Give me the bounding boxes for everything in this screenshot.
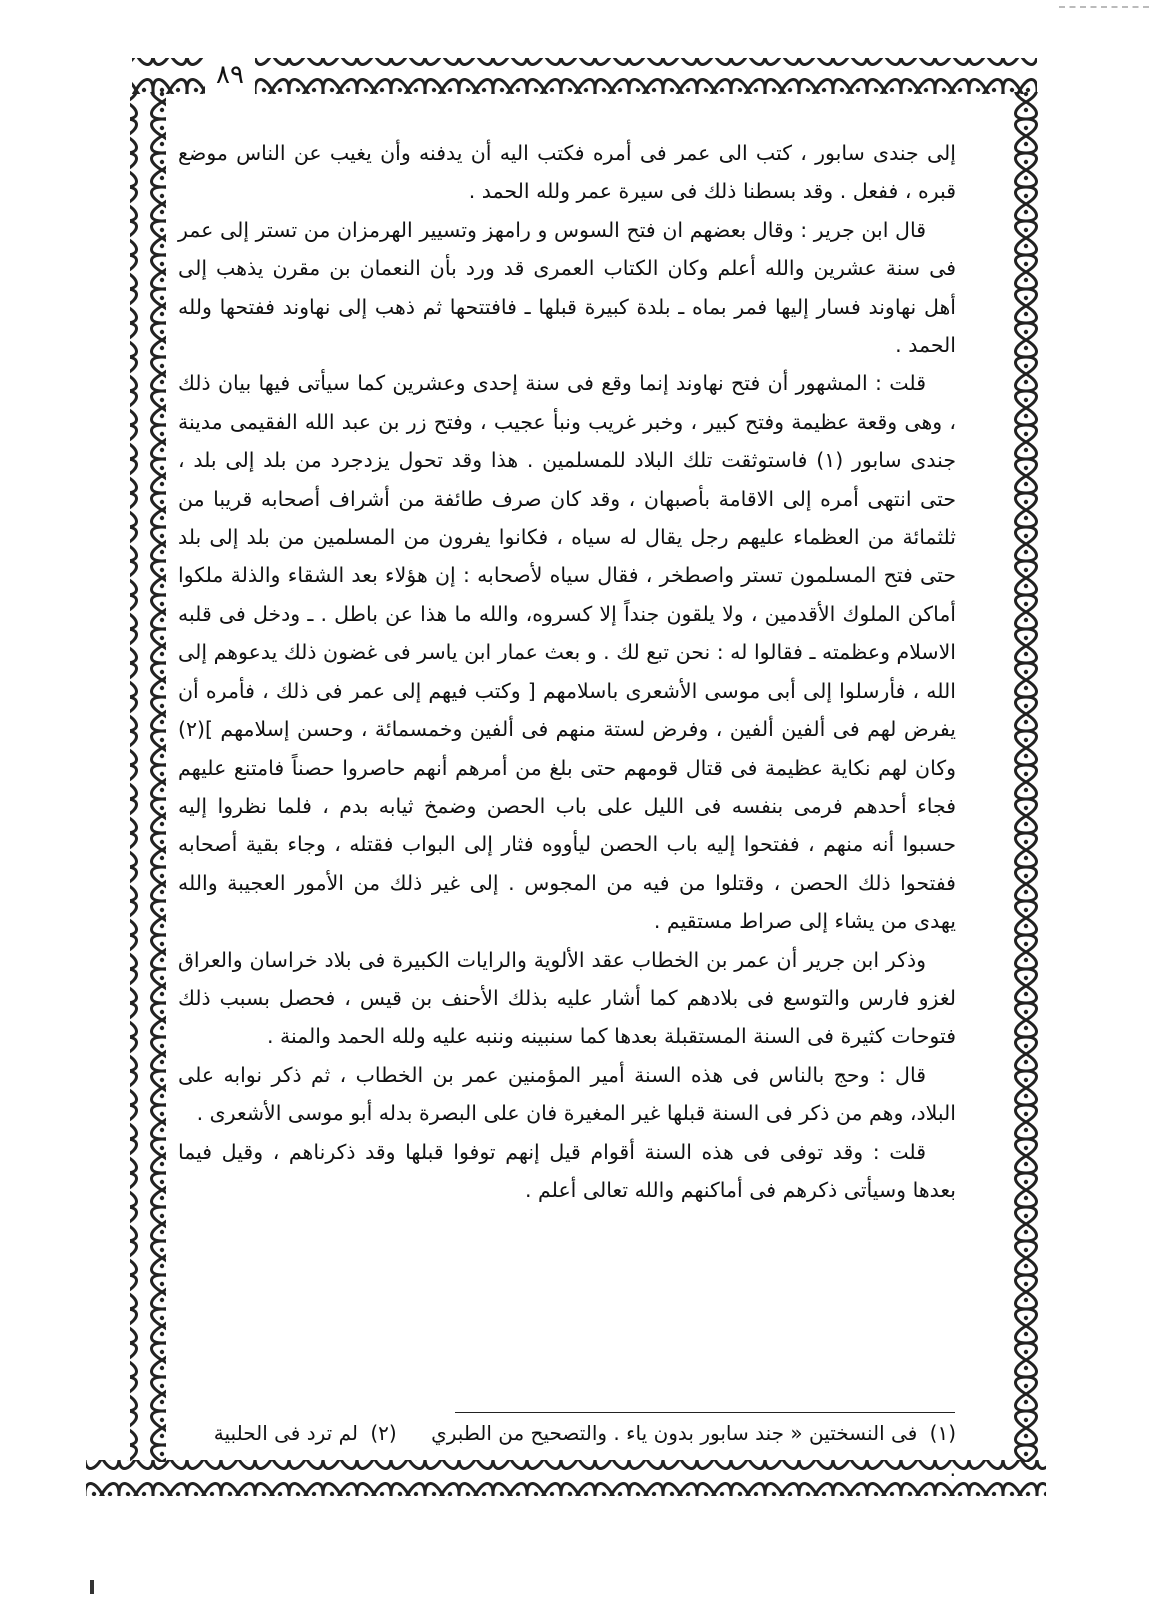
footnote-1-text: فى النسختين « جند سابور بدون ياء . والتصحيح من الطبري — [431, 1421, 918, 1445]
footnote-divider — [455, 1412, 955, 1413]
paragraph-4: وذكر ابن جرير أن عمر بن الخطاب عقد الألوية والرايات الكبيرة فى بلاد خراسان والعراق لغزو فارس والتوسع فى بلادهم كما أشار عليه بذلك الأحنف بن قيس ، فحصل بسبب ذلك فتوحات كثيرة فى السنة المستقبلة بعدها كما سنبينه وننبه عليه ولله الحمد والمنة . — [178, 947, 956, 1049]
scan-corner-mark — [90, 1580, 94, 1594]
footnote-2-text: لم ترد فى الحلبية . — [213, 1421, 956, 1481]
paragraph-5: قال : وحج بالناس فى هذه السنة أمير المؤمنين عمر بن الخطاب ، ثم ذكر نوابه على البلاد، وهم من ذكر فى السنة قبلها غير المغيرة فان على البصرة بدله أبو موسى الأشعرى . — [178, 1062, 956, 1126]
border-top — [132, 58, 1037, 94]
paragraph-3: قلت : المشهور أن فتح نهاوند إنما وقع فى سنة إحدى وعشرين كما سيأتى فيها بيان ذلك ، وهى وقعة عظيمة وفتح كبير ، وخبر غريب ونبأ عجيب ، وفتح زر بن عبد الله الفقيمى مدينة جندى سابور (١) فاستوثقت تلك البلاد للمسلمين . هذا وقد تحول يزدجرد من بلد إلى بلد ، حتى انتهى أمره إلى الاقامة بأصبهان ، وقد كان صرف طائفة من أشراف أصحابه قريبا من ثلثمائة من العظماء عليهم رجل يقال له سياه ، فكانوا يفرون من المسلمين من بلد إلى بلد حتى فتح المسلمون تستر واصطخر ، فقال سياه لأصحابه : إن هؤلاء بعد الشقاء والذلة ملكوا أماكن الملوك الأقدمين ، ولا يلقون جنداً إلا كسروه، والله ما هذا عن باطل . ـ ودخل فى قلبه الاسلام وعظمته ـ فقالوا له : نحن تبع لك . و بعث عمار ابن ياسر فى غضون ذلك يدعوهم إلى الله ، فأرسلوا إلى أبى موسى الأشعرى باسلامهم [ وكتب فيهم إلى عمر فى ذلك ، فأمره أن يفرض لهم فى ألفين ألفين ، وفرض لستة منهم فى ألفين وخمسمائة ، وحسن إسلامهم ](٢) وكان لهم نكاية عظيمة فى قتال قومهم حتى بلغ من أمرهم أنهم حاصروا حصناً فامتنع عليهم فجاء أحدهم فرمى بنفسه فى الليل على باب الحصن وضمخ ثيابه بدم ، فلما نظروا إليه حسبوا أنه منهم ، ففتحوا إليه باب الحصن ليأووه فثار إلى البواب فقتله ، وجاء بقية أصحابه ففتحوا ذلك الحصن ، وقتلوا من فيه من المجوس . إلى غير ذلك من الأمور العجيبة والله يهدى من يشاء إلى صراط مستقيم . — [178, 371, 956, 934]
paragraph-2: قال ابن جرير : وقال بعضهم ان فتح السوس و رامهز وتسيير الهرمزان من تستر إلى عمر فى سنة عشرين والله أعلم وكان الكتاب العمرى قد ورد بأن النعمان بن مقرن يذهب إلى أهل نهاوند فسار إليها فمر بماه ـ بلدة كبيرة قبلها ـ فافتتحها ثم ذهب إلى نهاوند ففتحها ولله الحمد . — [178, 217, 956, 358]
paragraph-1: إلى جندى سابور ، كتب الى عمر فى أمره فكتب اليه أن يدفنه وأن يغيب عن الناس موضع قبره ، ففعل . وقد بسطنا ذلك فى سيرة عمر ولله الحمد . — [178, 141, 956, 204]
page-number: ٨٩ — [205, 55, 255, 95]
main-text — [178, 134, 956, 1209]
scan-edge-dash — [1059, 6, 1149, 10]
footnote-1 — [425, 1421, 956, 1445]
footnote-2-number: (٢) — [370, 1421, 397, 1445]
paragraph-6: قلت : وقد توفى فى هذه السنة أقوام قيل إنهم توفوا قبلها وقد ذكرناهم ، وقيل فيما بعدها وسيأتى ذكرهم فى أماكنهم والله تعالى أعلم . — [178, 1139, 956, 1202]
border-left — [130, 92, 166, 1462]
border-right — [1007, 92, 1043, 1462]
footnotes — [178, 1415, 956, 1487]
footnote-1-number: (١) — [929, 1421, 956, 1445]
